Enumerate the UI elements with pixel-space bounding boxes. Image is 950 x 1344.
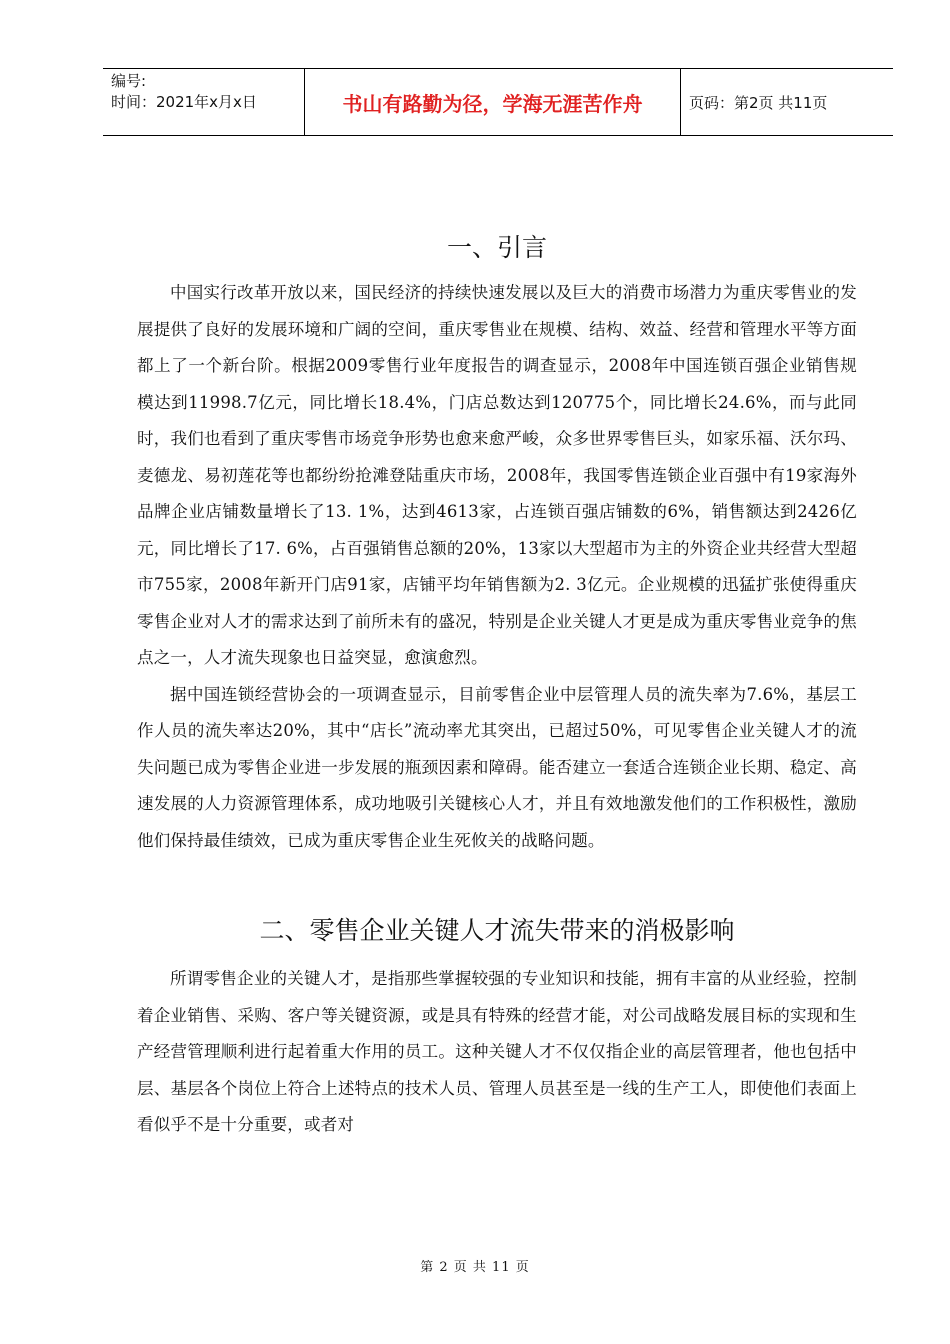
header-meta-cell xyxy=(103,69,305,135)
header-page-info: 页码：第2页 共11页 xyxy=(689,93,828,112)
header-motto: 书山有路勤为径，学海无涯苦作舟 xyxy=(305,69,681,135)
header-number-label: 编号: xyxy=(111,72,147,90)
body-paragraph: 中国实行改革开放以来，国民经济的持续快速发展以及巨大的消费市场潜力为重庆零售业的发展提供了良好的发展环境和广阔的空间，重庆零售业在规模、结构、效益、经营和管理水平等方面都上了一个新台阶。根据2009零售行业年度报告的调查显示，2008年中国连锁百强企业销售规模达到11998.7亿元，同比增长18.4%，门店总数达到120775个，同比增长24.6%，而与此同时，我们也看到了重庆零售市场竞争形势也愈来愈严峻，众多世界零售巨头，如家乐福、沃尔玛、麦德龙、易初莲花等也都纷纷抢滩登陆重庆市场，2008年，我国零售连锁企业百强中有19家海外品牌企业店铺数量增长了13. 1%，达到4613家，占连锁百强店铺数的6%，销售额达到2426亿元，同比增长了17. 6%，占百强销售总额的20%，13家以大型超市为主的外资企业共经营大型超市755家，2008年新开门店91家，店铺平均年销售额为2. 3亿元。企业规模的迅猛扩张使得重庆零售企业对人才的需求达到了前所未有的盛况，特别是企业关键人才更是成为重庆零售业竞争的焦点之一，人才流失现象也日益突显，愈演愈烈。 xyxy=(137,283,857,667)
page-footer: 第 2 页 共 11 页 xyxy=(420,1260,530,1275)
document-body xyxy=(137,225,857,1144)
section-title-introduction: 一、引言 xyxy=(446,233,547,262)
document-header xyxy=(103,68,893,136)
body-paragraph: 所谓零售企业的关键人才，是指那些掌握较强的专业知识和技能，拥有丰富的从业经验，控制着企业销售、采购、客户等关键资源，或是具有特殊的经营才能，对公司战略发展目标的实现和生产经营管理顺利进行起着重大作用的员工。这种关键人才不仅仅指企业的高层管理者，他也包括中层、基层各个岗位上符合上述特点的技术人员、管理人员甚至是一线的生产工人，即使他们表面上看似乎不是十分重要，或者对 xyxy=(137,969,857,1134)
section-title-negative-impact: 二、零售企业关键人才流失带来的消极影响 xyxy=(259,916,735,945)
body-paragraph: 据中国连锁经营协会的一项调查显示，目前零售企业中层管理人员的流失率为7.6%，基层工作人员的流失率达20%，其中“店长”流动率尤其突出，已超过50%，可见零售企业关键人才的流失问题已成为零售企业进一步发展的瓶颈因素和障碍。能否建立一套适合连锁企业长期、稳定、高速发展的人力资源管理体系，成功地吸引关键核心人才，并且有效地激发他们的工作积极性，激励他们保持最佳绩效，已成为重庆零售企业生死攸关的战略问题。 xyxy=(137,684,857,850)
header-time-label: 时间：2021年x月x日 xyxy=(111,93,257,111)
